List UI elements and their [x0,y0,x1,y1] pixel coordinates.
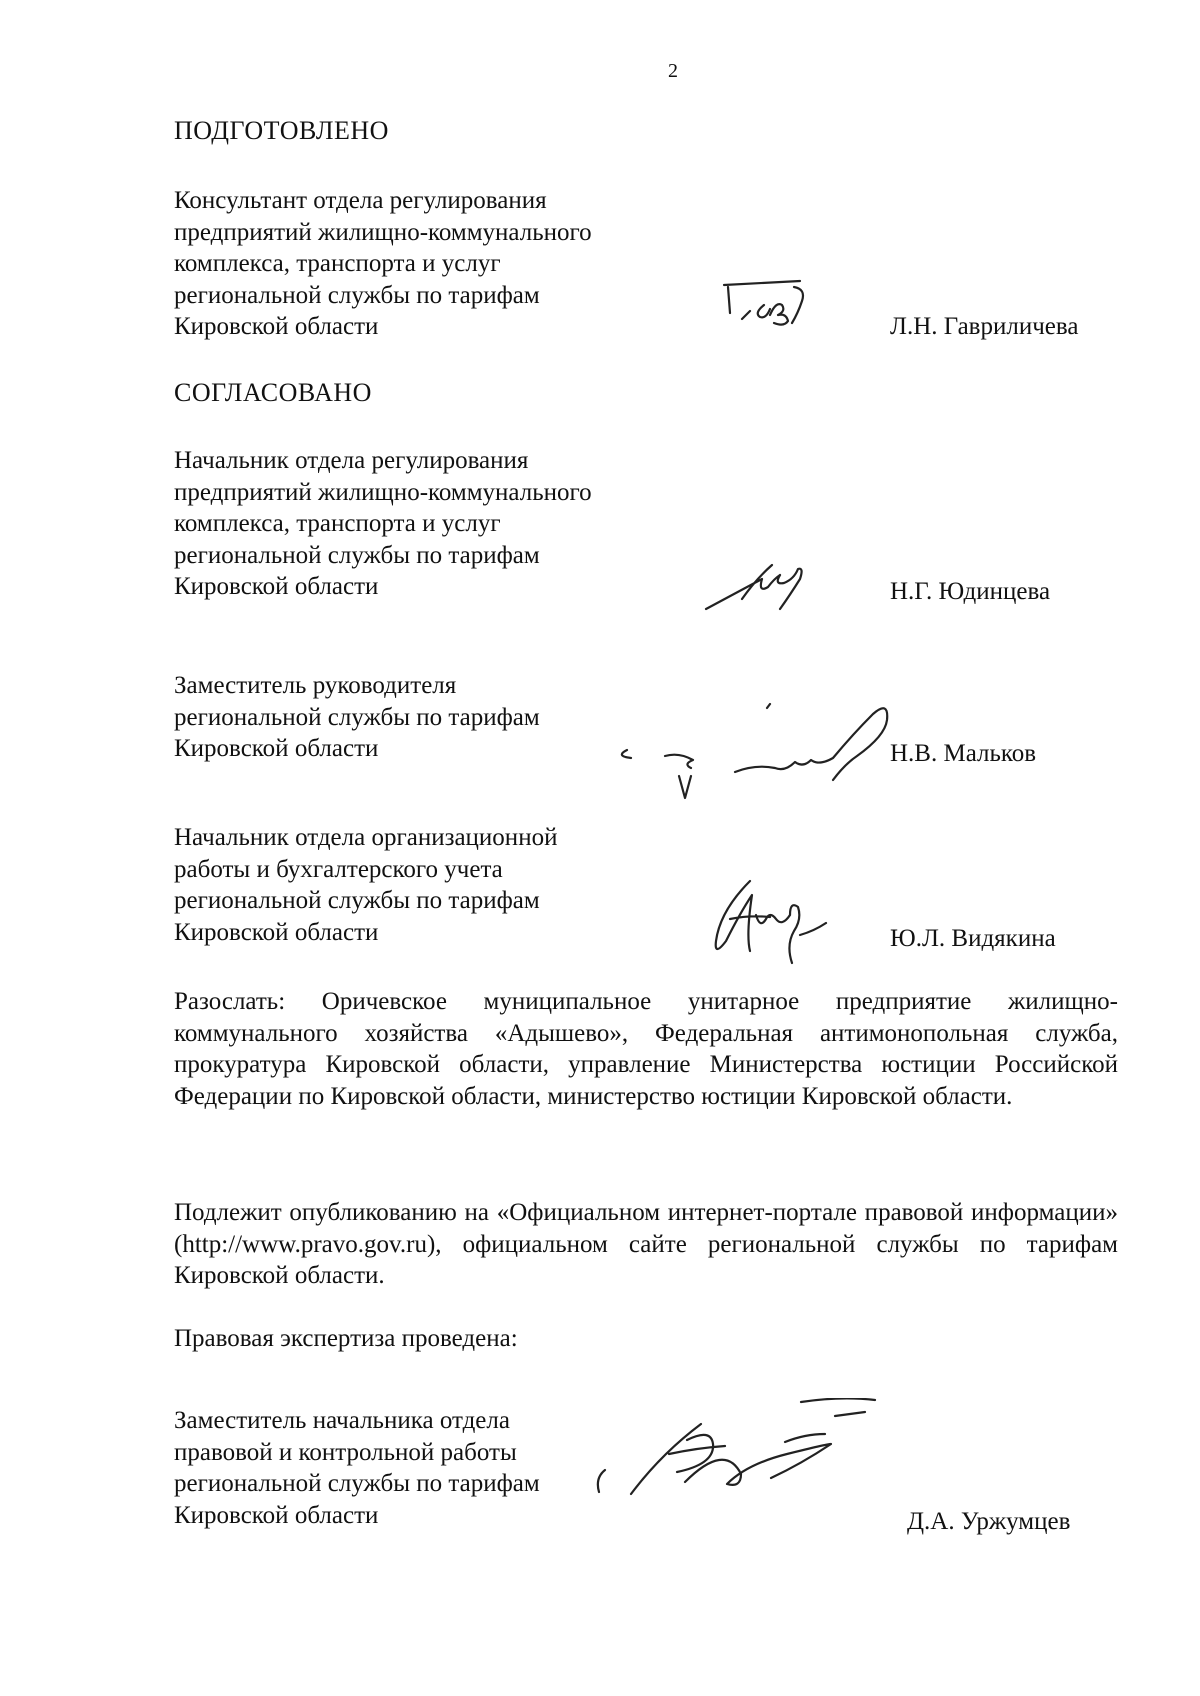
agreed-heading: СОГЛАСОВАНО [174,378,372,407]
signature-yudintseva [700,555,820,625]
page-number: 2 [668,60,678,82]
signature-gavrilicheva [720,275,830,335]
agreed-position-3: Начальник отдела организационной работы и бухгалтерского учета региональной службы по тарифам Кировской области [174,824,558,946]
signature-urzhumtsev [595,1398,935,1518]
signature-vidyakina [700,875,830,970]
prepared-position: Консультант отдела регулирования предприятий жилищно-коммунального комплекса, транспорта и услуг региональной службы по тарифам Кировской области [174,187,592,340]
prepared-name: Л.Н. Гавриличева [890,313,1079,340]
agreed-name-1: Н.Г. Юдинцева [890,578,1051,605]
distribution-paragraph: Разослать: Оричевское муниципальное унитарное предприятие жилищно-коммунального хозяйства «Адышево», Федеральная антимонопольная служба, прокуратура Кировской области, управление Министерства юстиции Российской Федерации по Кировской области, министерство юстиции Кировской области. [174,988,1118,1110]
agreed-name-2: Н.В. Мальков [890,740,1037,767]
agreed-position-2: Заместитель руководителя региональной службы по тарифам Кировской области [174,672,540,762]
prepared-heading: ПОДГОТОВЛЕНО [174,116,389,145]
agreed-name-3: Ю.Л. Видякина [890,925,1056,952]
legal-review-heading: Правовая экспертиза проведена: [174,1325,518,1352]
legal-review-position: Заместитель начальника отдела правовой и контрольной работы региональной службы по тарифам Кировской области [174,1407,540,1529]
agreed-position-1: Начальник отдела регулирования предприятий жилищно-коммунального комплекса, транспорта и услуг региональной службы по тарифам Кировской области [174,447,592,600]
signature-malkov [605,688,915,803]
publication-paragraph: Подлежит опубликованию на «Официальном интернет-портале правовой информации» (http://www.pravo.gov.ru), официальном сайте региональной службы по тарифам Кировской области. [174,1199,1118,1289]
legal-review-name: Д.А. Уржумцев [907,1508,1071,1535]
